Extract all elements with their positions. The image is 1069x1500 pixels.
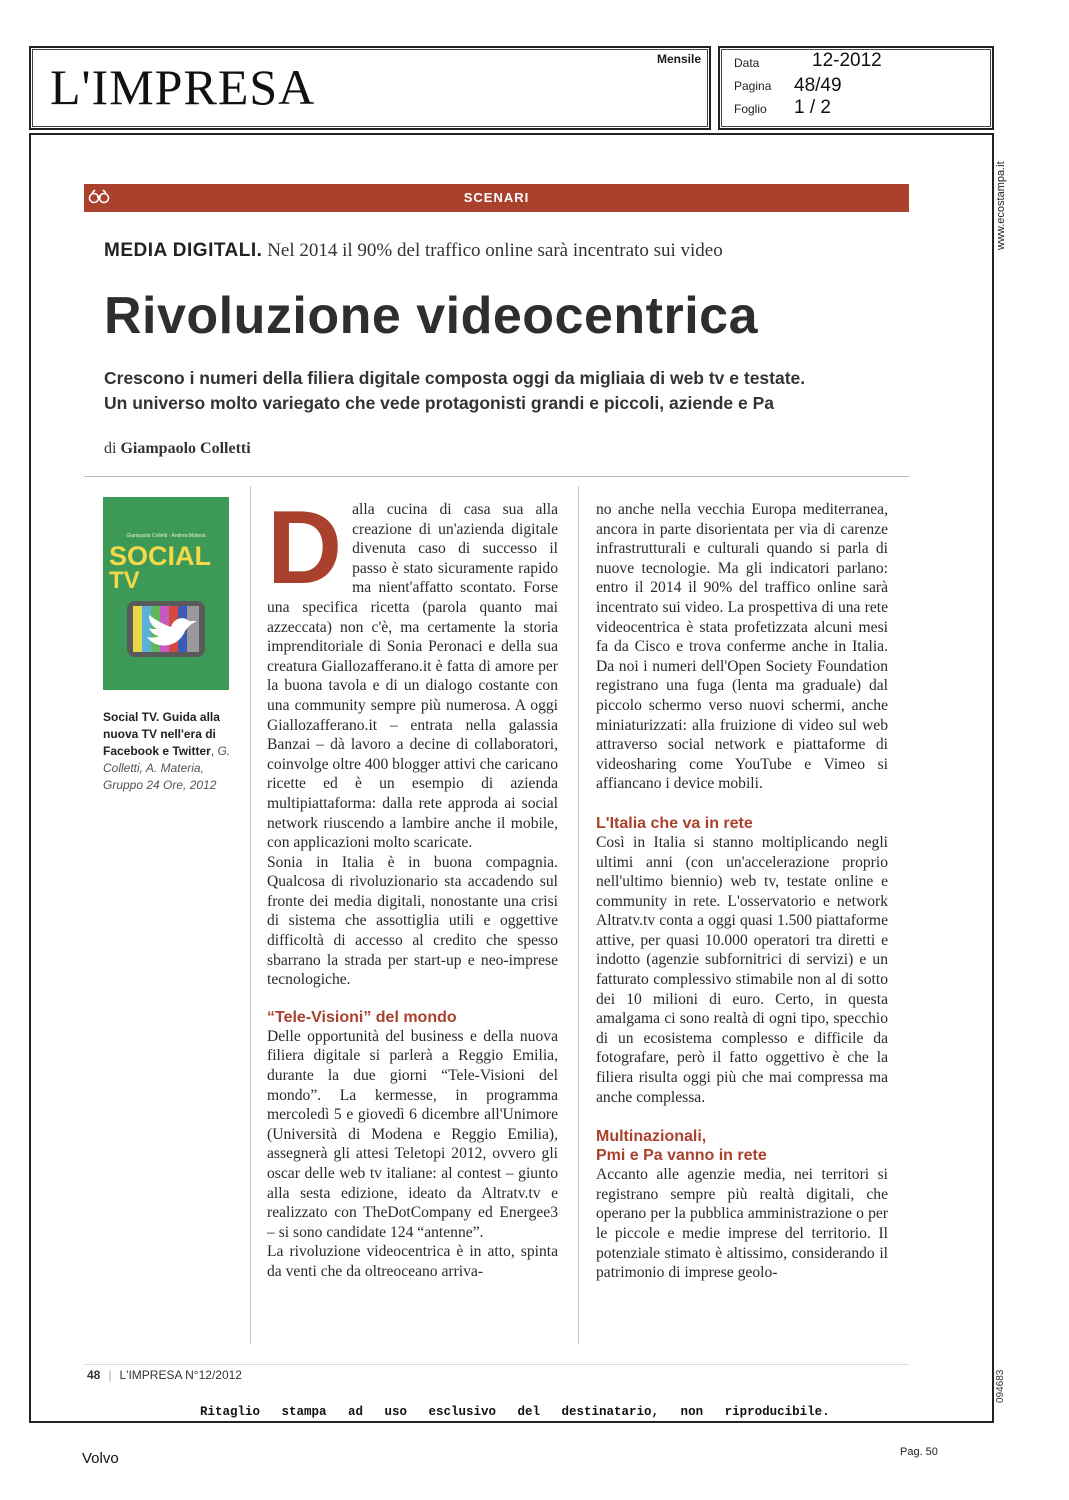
byline	[104, 440, 251, 458]
drop-cap: D	[267, 490, 343, 606]
subheading-multinazionali	[596, 1127, 888, 1165]
data-value: 12-2012	[812, 50, 882, 71]
book-caption-title: Social TV. Guida alla nuova TV nell'era di Facebook e Twitter	[103, 710, 220, 758]
byline-prefix: di	[104, 440, 121, 457]
usage-notice: Ritaglio stampa ad uso esclusivo del destinatario, non riproducibile.	[200, 1405, 830, 1419]
book-title-line-1: SOCIAL	[109, 541, 212, 571]
subheading-italia: L'Italia che va in rete	[596, 814, 753, 832]
headline: Rivoluzione videocentrica	[104, 287, 758, 345]
column-divider	[578, 486, 579, 1344]
book-title-line-2: TV	[109, 567, 140, 594]
deck	[104, 366, 904, 416]
section-bar: SCENARI	[84, 184, 909, 212]
paragraph: Così in Italia si stanno moltiplicando negli ultimi anni (con un'accelerazione proprio nell'ultimo biennio) web tv, testate online e community in rete. L'osservatorio e network Altratv.tv conta a oggi quasi 1.500 piattaforme attive, per quasi 10.000 operatori tra diretti e indotto (agenzie subfornitrici di servizi) e un fatturato complessivo stimabile non al di sotto dei 10 milioni di euro. Certo, in questa amalgama ci sono realtà di ogni tipo, specchio di un ecosistema complesso e difficile da fotografare, però il fatto oggettivo è che la filiera risulta oggi più che mai compressa ma anche complessa.	[596, 833, 888, 1106]
binoculars-icon	[88, 188, 110, 204]
kicker	[104, 240, 894, 262]
foglio-value: 1 / 2	[794, 97, 831, 118]
subheading-multinazionali-line-1: Multinazionali,	[596, 1128, 707, 1146]
document-page-number: Pag. 50	[900, 1446, 938, 1458]
book-authors: Giampaolo Colletti · Andrea Materia	[126, 533, 206, 539]
column-divider	[250, 486, 251, 1344]
subheading-multinazionali-line-2: Pmi e Pa vanno in rete	[596, 1147, 767, 1165]
article-column-1	[267, 490, 558, 1282]
pagina-value: 48/49	[794, 75, 842, 96]
client-name: Volvo	[82, 1450, 119, 1467]
pagina-label: Pagina	[734, 79, 772, 93]
book-caption	[103, 709, 233, 794]
book-cover	[103, 497, 229, 690]
subheading-televisioni: “Tele-Visioni” del mondo	[267, 1008, 457, 1026]
publication-logo: L'IMPRESA	[50, 59, 316, 115]
frequency-label: Mensile	[656, 52, 701, 66]
book-caption-meta: G. Colletti, A. Materia, Gruppo 24 Ore, 2012	[103, 744, 231, 792]
footer-page-number: 48	[87, 1368, 101, 1382]
paragraph: La rivoluzione videocentrica è in atto, spinta da venti che da oltreoceano arriva-	[267, 1243, 558, 1280]
footer-separator: |	[108, 1368, 112, 1382]
article-column-2	[596, 500, 888, 1283]
masthead-meta-box	[718, 46, 994, 130]
kicker-text: Nel 2014 il 90% del traffico online sarà incentrato sui video	[262, 240, 723, 261]
kicker-bold: MEDIA DIGITALI.	[104, 240, 263, 261]
tv-bird-illustration	[123, 595, 209, 665]
footer-divider	[84, 1364, 909, 1365]
footer-issue: L'IMPRESA N°12/2012	[119, 1368, 242, 1382]
paragraph: Delle opportunità del business e della nuova filiera digitale si parlerà a Reggio Emilia, durante la due giorni “Tele-Visioni del mondo”. La kermesse, in programma mercoledì 5 e giovedì 6 dicembre all'Unimore (Università di Modena e Reggio Emilia), assegnerà gli attesi Teletopi 2012, ovvero gli oscar delle web tv italiane: al contest – giunto alla sesta edizione, ideato da Altratv.tv e realizzato con TheDotCompany ed Energee3 – si sono candidate 124 “antenne”.	[267, 1027, 558, 1241]
foglio-label: Foglio	[734, 102, 767, 116]
paragraph: Accanto alle agenzie media, nei territori si registrano sempre più realtà digitali, che operano per la pubblica amministrazione o per le piccole e medie imprese del territorio. Il potenziale stimato è altissimo, considerando il patrimonio di imprese geolo-	[596, 1166, 888, 1282]
byline-author: Giampaolo Colletti	[120, 440, 251, 457]
side-url	[992, 148, 1008, 258]
data-label: Data	[734, 56, 760, 70]
paragraph: Sonia in Italia è in buona compagnia. Qualcosa di rivoluzionario sta accadendo sul fronte dei media digitali, nonostante una crisi di sistema che assottiglia utili e oggettive difficoltà di accesso al credito che spesso sbarrano la strada per start-up e neo-imprese tecnologiche.	[267, 853, 558, 989]
book-caption-separator: ,	[210, 744, 215, 758]
paragraph: no anche nella vecchia Europa mediterranea, ancora in parte disorientata per via di carenze infrastrutturali e culturali quando si parla di nuove tecnologie. Ma gli indicatori parlano: entro il 2014 il 90% del traffico online sarà incentrato sui video. La prospettiva di una rete videocentrica è stata profetizzata alcuni mesi fa da Cisco e trova conferme anche in Italia. Da noi i numeri dell'Open Society Foundation registrano una fuga (lenta ma graduale) dal piccolo schermo verso nuovi schermi, anche miniaturizzati: alla fruizione di video sul web attraverso social network e piattaforme di videosharing come YouTube e Vimeo si affiancano i device mobili.	[596, 501, 888, 793]
side-code	[992, 1358, 1008, 1408]
deck-line-2: Un universo molto variegato che vede protagonisti grandi e piccoli, aziende e Pa	[104, 393, 775, 413]
side-code-text: 094683	[995, 1369, 1006, 1403]
deck-line-1: Crescono i numeri della filiera digitale composta oggi da migliaia di web tv e testate.	[104, 368, 806, 388]
header-divider	[84, 476, 909, 477]
side-url-text: www.ecostampa.it	[995, 161, 1007, 250]
paragraph: alla cucina di casa sua alla creazione di un'azienda digitale divenuta caso di successo il passo è stato sicuramente rapido ma nient'affatto scontato. Forse una specifica ricetta (parola quanto mai azzeccata) non c'è, ma certamente la storia imprenditoriale di Sonia Peronaci e della sua creatura Giallozafferano.it è fatta di amore per la buona tavola e di un dialogo costante con una community sempre più numerosa. A oggi Giallozafferano.it – entrata nella galassia Banzai – dà lavoro a decine di collaboratori, coinvolge oltre 400 blogger attivi che caricano ricette ed è un esempio di azienda multipiattaforma: dalla rete approda ai social network riuscendo a lambire anche il mobile, con applicazioni molto scaricate.	[267, 501, 558, 852]
page-footer	[87, 1368, 242, 1382]
